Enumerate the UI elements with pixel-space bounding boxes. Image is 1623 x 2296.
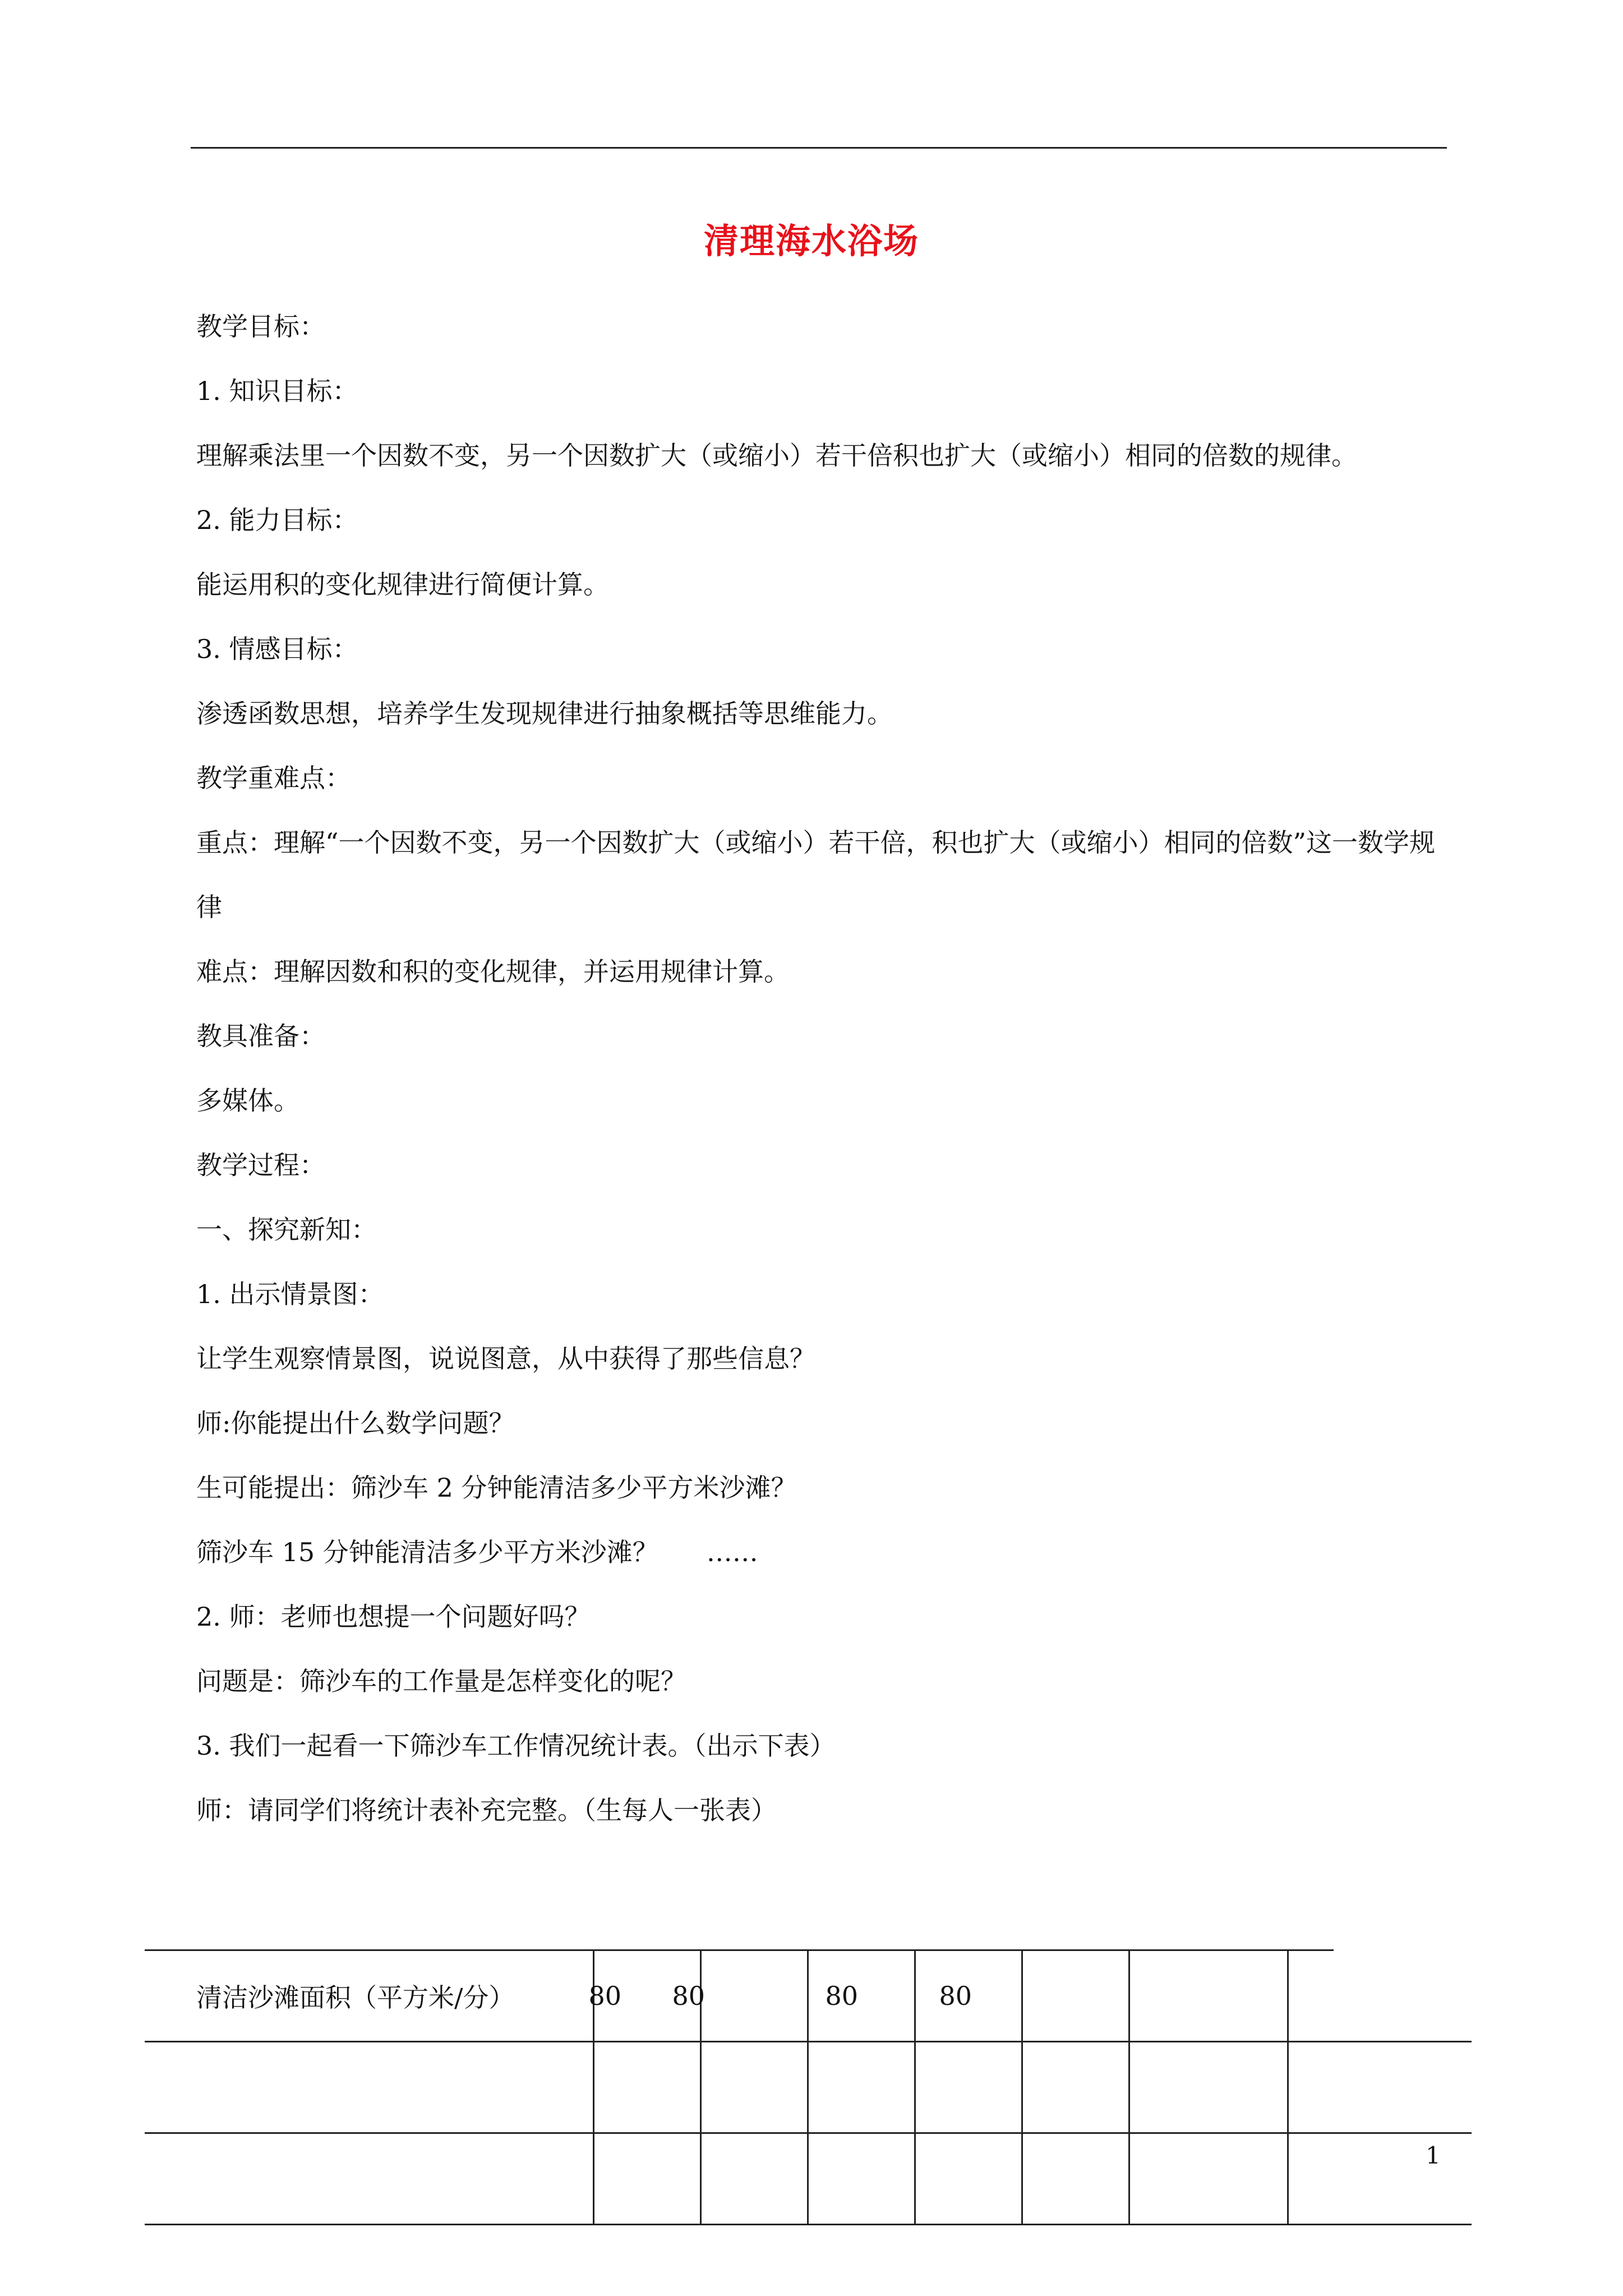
table-cell — [700, 2133, 808, 2225]
page-number: 1 — [1426, 2142, 1441, 2169]
table-cell — [1288, 1951, 1472, 2042]
emotion-objective-heading: 3. 情感目标： — [196, 634, 358, 664]
observe-text: 让学生观察情景图，说说图意，从中获得了那些信息？ — [196, 1343, 815, 1374]
difficulty-text: 难点：理解因数和积的变化规律，并运用规律计算。 — [196, 956, 790, 987]
question-text: 问题是：筛沙车的工作量是怎样变化的呢？ — [196, 1666, 686, 1696]
table-cell — [808, 2133, 915, 2225]
emotion-objective-text: 渗透函数思想，培养学生发现规律进行抽象概括等思维能力。 — [196, 698, 893, 729]
table-cell — [915, 2042, 1022, 2133]
key-point-text: 重点：理解“一个因数不变，另一个因数扩大（或缩小）若干倍，积也扩大（或缩小）相同的倍数”这一数学规律 — [196, 827, 1436, 922]
header-rule — [191, 147, 1447, 149]
student-question-1: 生可能提出：筛沙车 2 分钟能清洁多少平方米沙滩？ — [196, 1473, 797, 1503]
table-row — [145, 2133, 1472, 2225]
table-cell — [1129, 2042, 1288, 2133]
student-question-2 — [196, 1520, 1453, 1585]
ellipsis: …… — [706, 1537, 758, 1567]
table-cell — [1288, 2133, 1472, 2225]
materials-heading: 教具准备： — [196, 1021, 325, 1051]
section-heading-objectives: 教学目标： — [196, 311, 325, 342]
explore-heading: 一、探究新知： — [196, 1214, 377, 1245]
table-cell — [808, 2042, 915, 2133]
process-heading: 教学过程： — [196, 1150, 325, 1180]
knowledge-objective-text: 理解乘法里一个因数不变，另一个因数扩大（或缩小）若干倍积也扩大（或缩小）相同的倍数的规律。 — [196, 440, 1357, 471]
table-row — [145, 1951, 1472, 2042]
table-cell — [1288, 2042, 1472, 2133]
table-row — [145, 2042, 1472, 2133]
knowledge-objective-heading: 1. 知识目标： — [196, 376, 358, 406]
teacher-instruction: 师：请同学们将统计表补充完整。（生每人一张表） — [196, 1795, 777, 1825]
step2-text: 2. 师：老师也想提一个问题好吗？ — [196, 1602, 591, 1632]
document-title: 清理海水浴场 — [703, 220, 919, 261]
table-cell: 80 — [808, 1951, 915, 2042]
document-body — [196, 295, 1453, 1843]
table-cell — [915, 2133, 1022, 2225]
materials-text: 多媒体。 — [196, 1085, 299, 1116]
table-cell — [1022, 2133, 1129, 2225]
step1-heading: 1. 出示情景图： — [196, 1279, 384, 1309]
table-cell: 80 — [915, 1951, 1022, 2042]
step3-text: 3. 我们一起看一下筛沙车工作情况统计表。（出示下表） — [196, 1731, 836, 1761]
statistics-table — [145, 1951, 1472, 2225]
table-cell — [1129, 1951, 1288, 2042]
table-cell — [1022, 2042, 1129, 2133]
table-cell — [145, 2133, 593, 2225]
table-row-label: 清洁沙滩面积（平方米/分） — [145, 1951, 593, 2042]
table-cell — [1129, 2133, 1288, 2225]
table-cell: 80 — [700, 1951, 808, 2042]
teacher-question: 师:你能提出什么数学问题？ — [196, 1408, 515, 1438]
key-points-heading: 教学重难点： — [196, 763, 351, 793]
ability-objective-heading: 2. 能力目标： — [196, 505, 358, 535]
table-cell — [700, 2042, 808, 2133]
table-cell — [593, 2042, 700, 2133]
table-cell — [1022, 1951, 1129, 2042]
table-cell — [145, 2042, 593, 2133]
table-cell — [593, 2133, 700, 2225]
table-cell: 80 — [593, 1951, 700, 2042]
student-question-2-text: 筛沙车 15 分钟能清洁多少平方米沙滩？ — [196, 1537, 658, 1567]
ability-objective-text: 能运用积的变化规律进行简便计算。 — [196, 569, 609, 600]
